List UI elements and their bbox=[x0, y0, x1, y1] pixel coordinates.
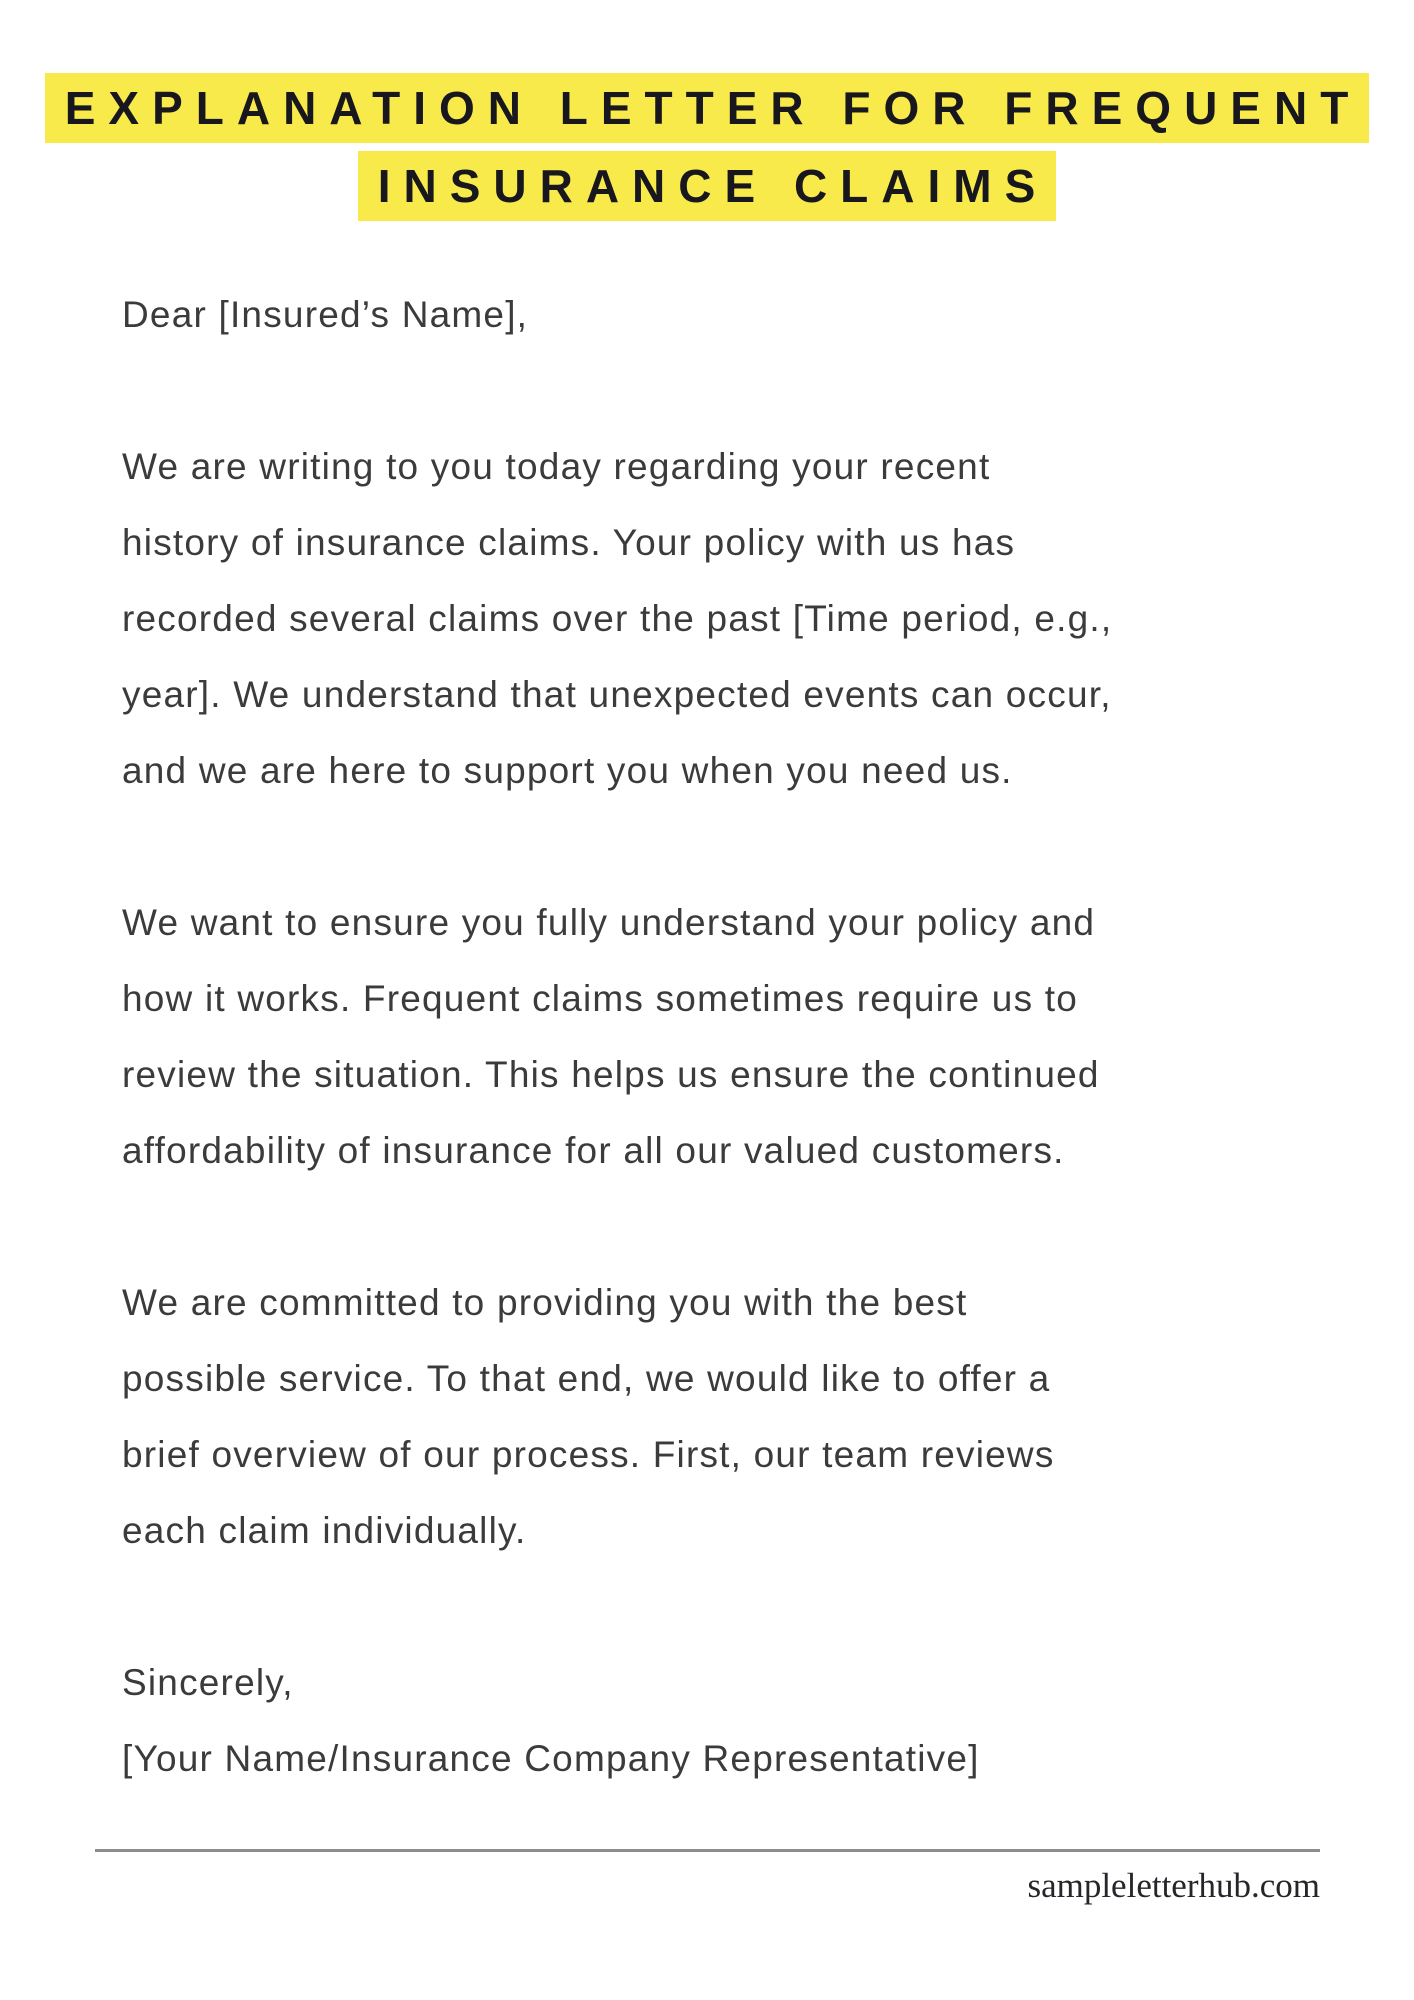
signature-placeholder: [Your Name/Insurance Company Representative] bbox=[122, 1738, 980, 1779]
paragraph-1 bbox=[122, 429, 1350, 809]
document-title bbox=[0, 0, 1414, 221]
paragraph-3-line: possible service. To that end, we would like to offer a bbox=[122, 1358, 1051, 1399]
salutation: Dear [Insured’s Name], bbox=[122, 294, 529, 335]
title-line-1: EXPLANATION LETTER FOR FREQUENT bbox=[45, 73, 1370, 143]
title-row-1 bbox=[0, 73, 1414, 143]
page-footer bbox=[0, 1849, 1414, 1906]
title-line-2: INSURANCE CLAIMS bbox=[358, 151, 1057, 221]
paragraph-1-line: recorded several claims over the past [Time period, e.g., bbox=[122, 598, 1113, 639]
paragraph-3-line: We are committed to providing you with the best bbox=[122, 1282, 968, 1323]
paragraph-3 bbox=[122, 1265, 1350, 1569]
title-row-2 bbox=[0, 151, 1414, 221]
paragraph-2-line: how it works. Frequent claims sometimes require us to bbox=[122, 978, 1079, 1019]
paragraph-1-line: We are writing to you today regarding your recent bbox=[122, 446, 991, 487]
site-credit: sampleletterhub.com bbox=[1027, 1866, 1320, 1905]
closing-block bbox=[122, 1645, 1350, 1797]
paragraph-1-line: year]. We understand that unexpected events can occur, bbox=[122, 674, 1112, 715]
paragraph-3-line: each claim individually. bbox=[122, 1510, 527, 1551]
paragraph-2-line: affordability of insurance for all our valued customers. bbox=[122, 1130, 1065, 1171]
paragraph-1-line: history of insurance claims. Your policy with us has bbox=[122, 522, 1016, 563]
letter-body bbox=[122, 277, 1350, 1797]
paragraph-1-line: and we are here to support you when you need us. bbox=[122, 750, 1013, 791]
paragraph-3-line: brief overview of our process. First, our team reviews bbox=[122, 1434, 1055, 1475]
closing-salutation: Sincerely, bbox=[122, 1662, 294, 1703]
paragraph-2 bbox=[122, 885, 1350, 1189]
footer-divider bbox=[95, 1849, 1320, 1852]
paragraph-2-line: review the situation. This helps us ensure the continued bbox=[122, 1054, 1100, 1095]
paragraph-2-line: We want to ensure you fully understand your policy and bbox=[122, 902, 1096, 943]
